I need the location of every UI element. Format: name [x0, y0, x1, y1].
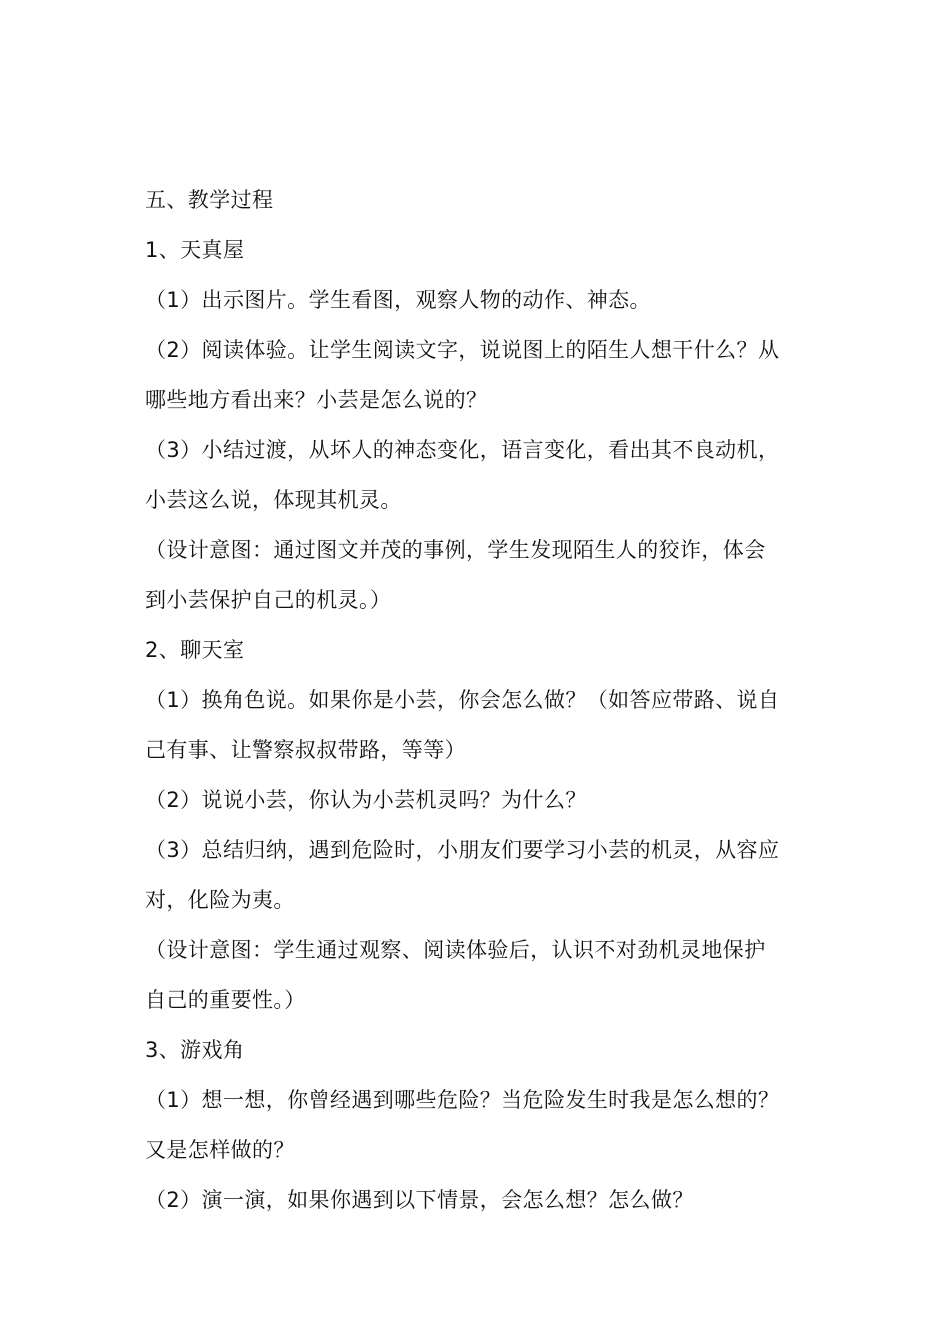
paragraph-line: 己有事、让警察叔叔带路，等等）: [145, 738, 466, 762]
design-intent-line: （设计意图：学生通过观察、阅读体验后，认识不对劲机灵地保护: [145, 938, 766, 962]
document-body: [145, 175, 810, 1225]
section-heading: 五、教学过程: [145, 188, 274, 212]
subsection-heading: 1、天真屋: [145, 238, 245, 262]
paragraph-line: （2）演一演，如果你遇到以下情景，会怎么想？怎么做？: [145, 1188, 694, 1212]
paragraph-line: （3）总结归纳，遇到危险时，小朋友们要学习小芸的机灵，从容应: [145, 838, 780, 862]
paragraph-line: （1）换角色说。如果你是小芸，你会怎么做？（如答应带路、说自: [145, 688, 780, 712]
paragraph-line: 又是怎样做的？: [145, 1138, 295, 1162]
design-intent-line: （设计意图：通过图文并茂的事例，学生发现陌生人的狡诈，体会: [145, 538, 766, 562]
paragraph-line: （1）想一想，你曾经遇到哪些危险？当危险发生时我是怎么想的？: [145, 1088, 780, 1112]
paragraph-line: （2）阅读体验。让学生阅读文字，说说图上的陌生人想干什么？从: [145, 338, 780, 362]
paragraph-line: 哪些地方看出来？小芸是怎么说的？: [145, 388, 488, 412]
paragraph-line: （3）小结过渡，从坏人的神态变化，语言变化，看出其不良动机，: [145, 438, 780, 462]
subsection-heading: 3、游戏角: [145, 1038, 245, 1062]
paragraph-line: 对，化险为夷。: [145, 888, 295, 912]
design-intent-line: 到小芸保护自己的机灵。）: [145, 588, 392, 612]
subsection-heading: 2、聊天室: [145, 638, 245, 662]
design-intent-line: 自己的重要性。）: [145, 988, 306, 1012]
paragraph-line: 小芸这么说，体现其机灵。: [145, 488, 402, 512]
paragraph-line: （2）说说小芸，你认为小芸机灵吗？为什么？: [145, 788, 587, 812]
paragraph-line: （1）出示图片。学生看图，观察人物的动作、神态。: [145, 288, 651, 312]
